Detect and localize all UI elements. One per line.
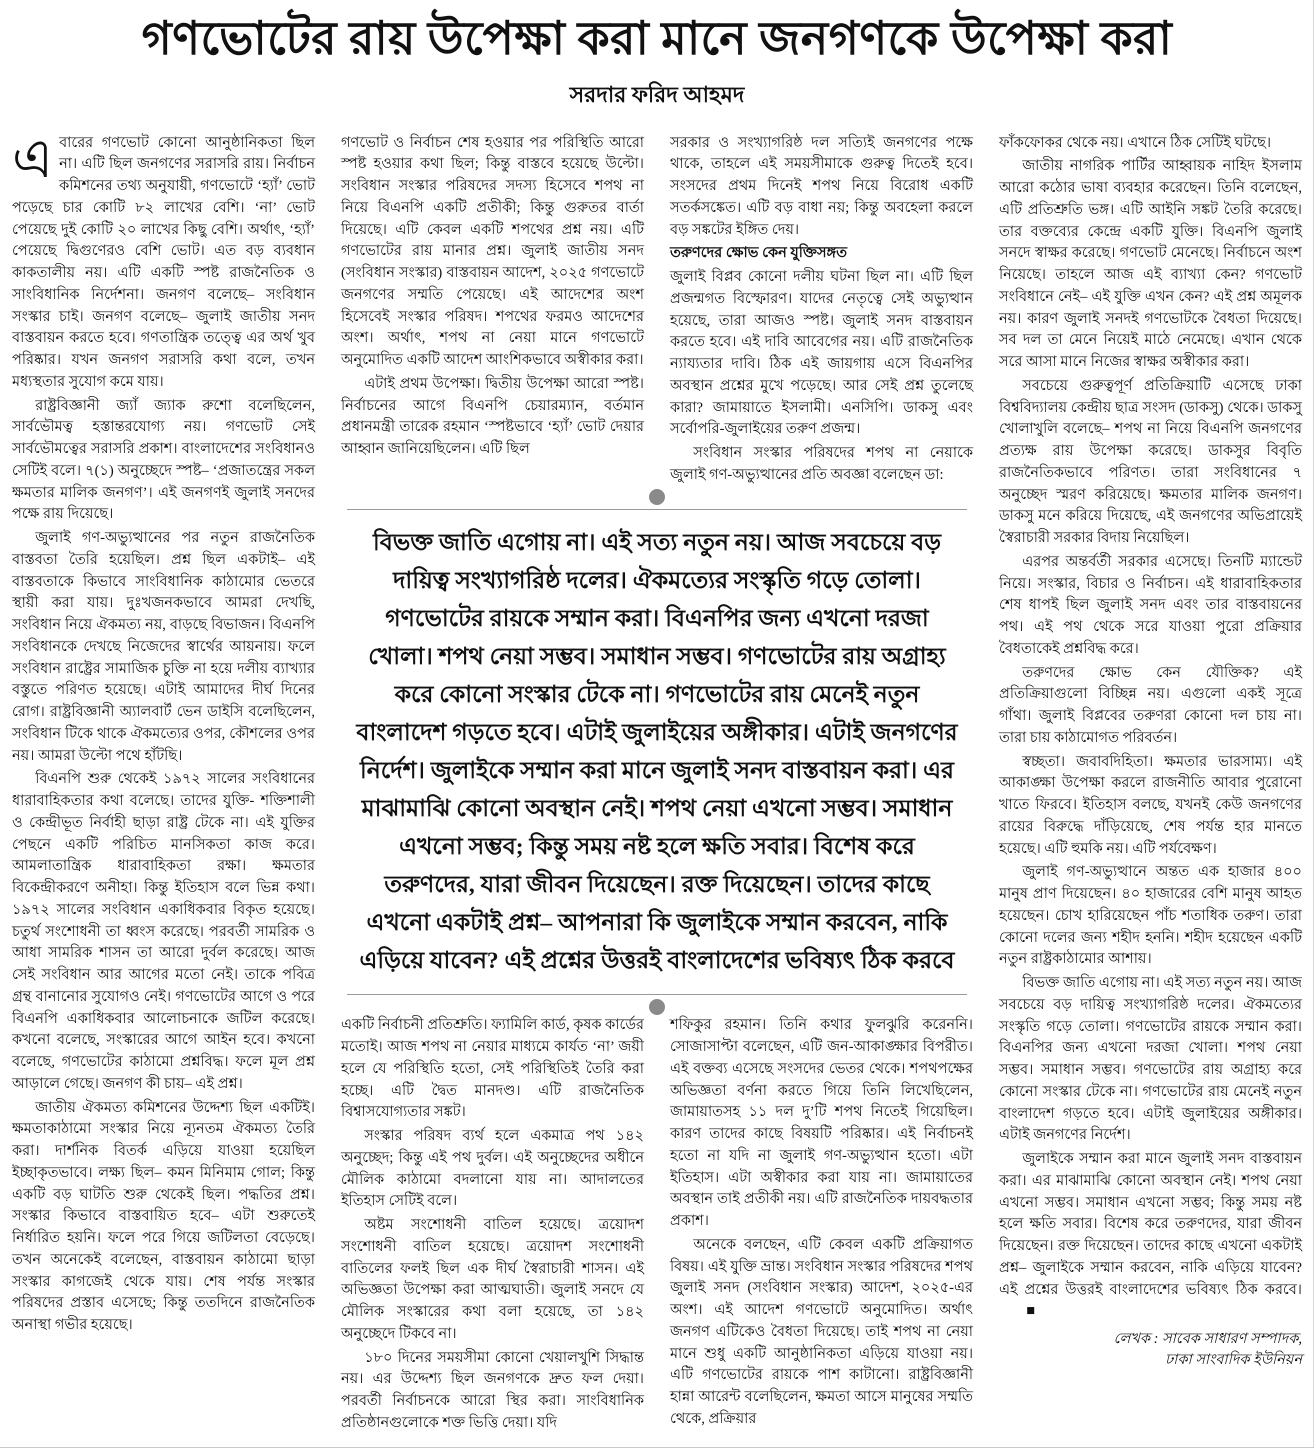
author-credit-line1: লেখক : সাবেক সাধারণ সম্পাদক,: [1113, 1331, 1302, 1347]
pull-quote-text: বিভক্ত জাতি এগোয় না। এই সত্য নতুন নয়। আজ সবচেয়ে বড় দায়িত্ব সংখ্যাগরিষ্ঠ দলের। ঐকমত্যের সংস্কৃতি গড়ে তোলা। গণভোটের রায়কে সম্মান করা। বিএনপির জন্য এখনো দরজা খোলা। শপথ নেয়া সম্ভব। সমাধান সম্ভব। গণভোটের রায় অগ্রাহ্য করে কোনো সংস্কার টেকে না। গণভোটের রায় মেনেই নতুন বাংলাদেশ গড়তে হবে। এটাই জুলাইয়ের অঙ্গীকার। এটাই জনগণের নির্দেশ। জুলাইকে সম্মান করা মানে জুলাই সনদ বাস্তবায়ন করা। এর মাঝামাঝি কোনো অবস্থান নেই। শপথ নেয়া এখনো সম্ভব। সমাধান এখনো সম্ভব; কিন্তু সময় নষ্ট হলে ক্ষতি সবার। বিশেষ করে তরুণদের, যারা জীবন দিয়েছেন। রক্ত দিয়েছেন। তাদের কাছে এখনো একটাই প্রশ্ন– আপনারা কি জুলাইকে সম্মান করবেন, নাকি এড়িয়ে যাবেন? এই প্রশ্নের উত্তরই বাংলাদেশের ভবিষ্যৎ ঠিক করবে: [356, 529, 958, 975]
paragraph: সংস্কার পরিষদ ব্যর্থ হলে একমাত্র পথ ১৪২ অনুচ্ছেদ; কিন্তু এই পথ দুর্বল। এই অনুচ্ছেদের অধীনে মৌলিক কাঠামো বদলানো যায় না। আদালতের ইতিহাস সেটিই বলে।: [341, 1128, 644, 1210]
article-headline: গণভোটের রায় উপেক্ষা করা মানে জনগণকে উপেক্ষা করা: [141, 13, 1173, 64]
paragraph: [12, 128, 315, 394]
author-credit: [999, 1329, 1302, 1371]
pull-quote-block: [341, 489, 973, 1016]
pull-quote-top-ornament: [347, 489, 967, 510]
paragraph: জুলাই গণ-অভ্যুত্থানের পর নতুন রাজনৈতিক বাস্তবতা তৈরি হয়েছিল। প্রশ্ন ছিল একটাই– এই বাস্তবতাকে কিভাবে সাংবিধানিক কাঠামোর ভেতরে স্থায়ী করা যায়। দুঃখজনকভাবে আমরা দেখছি, সংবিধান নিয়ে ঐকমত্য নয়, বাড়ছে বিভাজন। বিএনপি সংবিধানকে দেখছে নিজেদের স্বার্থের আয়নায়। ফলে সংবিধান রাষ্ট্রের সামাজিক চুক্তি না হয়ে দলীয় ব্যাখ্যার বস্তুতে পরিণত হয়েছে। এটাই আমাদের দীর্ঘ দিনের রোগ। রাষ্ট্রবিজ্ঞানী অ্যালবার্ট ভেন ডাইসি বলেছিলেন, সংবিধান টিকে থাকে ঐকমত্যের ওপর, কৌশলের ওপর নয়। আমরা উল্টো পথে হাঁটছি।: [12, 530, 315, 764]
paragraph: জাতীয় নাগরিক পার্টির আহ্বায়ক নাহিদ ইসলাম আরো কঠোর ভাষা ব্যবহার করেছেন। তিনি বলেছেন, এটি প্রতিশ্রুতি ভঙ্গ। এটি আইনি সঙ্কট তৈরি করেছে। তার বক্তব্যের কেন্দ্রে একটি যুক্তি। বিএনপি জুলাই সনদে স্বাক্ষর করেছে। গণভোট মেনেছে। নির্বাচনে অংশ নিয়েছে। তাহলে আজ এই ব্যাখ্যা কেন? গণভোট সংবিধানে নেই– এই যুক্তি এখন কেন? এই প্রশ্ন অমূলক নয়। কারণ জুলাই সনদই গণভোটকে বৈধতা দিয়েছে। সব দল তা মেনে নিয়েই মাঠে নেমেছে। এখান থেকে সরে আসা মানে নিজের স্বাক্ষর অস্বীকার করা।: [999, 158, 1302, 370]
author-credit-line2: ঢাকা সাংবাদিক ইউনিয়ন: [1164, 1352, 1302, 1369]
paragraph: গণভোট ও নির্বাচন শেষ হওয়ার পর পরিস্থিতি আরো স্পষ্ট হওয়ার কথা ছিল; কিন্তু বাস্তবে হয়েছে উল্টো। সংবিধান সংস্কার পরিষদের সদস্য হিসেবে শপথ না নিয়ে বিএনপি একটি প্রতীকী; কিন্তু গুরুতর বার্তা দিয়েছে। এটি কেবল একটি শপথের প্রশ্ন নয়। এটি গণভোটের রায় মানার প্রশ্ন। জুলাই জাতীয় সনদ (সংবিধান সংস্কার) বাস্তবায়ন আদেশ, ২০২৫ গণভোটে জনগণের সম্মতি পেয়েছে। এই আদেশের অংশ হিসেবেই সংস্কার পরিষদ। শপথের ফরমও আদেশের অংশ। অর্থাৎ, শপথ না নেয়া মানে গণভোটে অনুমোদিত একটি আদেশ আংশিকভাবে অস্বীকার করা।: [341, 134, 644, 368]
paragraph: ১৮০ দিনের সময়সীমা কোনো খেয়ালখুশি সিদ্ধান্ত নয়। এর উদ্দেশ্য ছিল জনগণকে দ্রুত ফল দেয়া। পরবর্তী নির্বাচনকে আরো স্থির করা। সাংবিধানিক প্রতিষ্ঠানগুলোকে শক্ত ভিত্তি দেয়া। যদি: [341, 1349, 644, 1431]
paragraph: জুলাই বিপ্লব কোনো দলীয় ঘটনা ছিল না। এটি ছিল প্রজন্মগত বিস্ফোরণ। যাদের নেতৃত্বে সেই অভ্যুত্থান হয়েছে, তারা আজও স্পষ্ট। জুলাই সনদ বাস্তবায়ন করতে হবে। এই দাবি আবেগের নয়। এটি রাজনৈতিক ন্যায্যতার দাবি। ঠিক এই জায়গায় এসে বিএনপির অবস্থান প্রশ্নের মুখে পড়েছে। আর সেই প্রশ্ন তুলেছে কারা? জামায়াতে ইসলামী। এনসিপি। ডাকসু এবং সর্বোপরি-জুলাইয়ের তরুণ প্রজন্ম।: [670, 269, 973, 438]
paragraph-text: বারের গণভোট কোনো আনুষ্ঠানিকতা ছিল না। এটি ছিল জনগণের সরাসরি রায়। নির্বাচন কমিশনের তথ্য অনুযায়ী, গণভোটে ‘হ্যাঁ’ ভোট পড়েছে চার কোটি ৮২ লাখের বেশি। ‘না’ ভোট পেয়েছে দুই কোটি ২০ লাখের কিছু বেশি। অর্থাৎ, ‘হ্যাঁ’ পেয়েছে দ্বিগুণেরও বেশি ভোট। এত বড় ব্যবধান কাকতালীয় নয়। এটি একটি স্পষ্ট রাজনৈতিক ও সাংবিধানিক নির্দেশনা। জনগণ বলেছে– সংবিধান সংস্কার চাই। জনগণ বলেছে– জুলাই জাতীয় সনদ বাস্তবায়ন করতে হবে। গণতান্ত্রিক তত্ত্বে এর অর্থ খুব পরিষ্কার। যখন জনগণ সরাসরি কথা বলে, তখন মধ্যস্থতার সুযোগ কমে যায়।: [12, 134, 315, 390]
drop-cap: এ: [12, 128, 54, 189]
circle-ornament-icon: [649, 999, 665, 1015]
paragraph: ফাঁকফোকর থেকে নয়। এখানে ঠিক সেটিই ঘটছে।: [999, 134, 1272, 151]
pull-quote-bottom-ornament: [347, 994, 967, 1015]
column-4: [999, 133, 1302, 1437]
paragraph: স্বচ্ছতা। জবাবদিহিতা। ক্ষমতার ভারসাম্য। এই আকাঙ্ক্ষা উপেক্ষা করলে রাজনীতি আবার পুরোনো খাতে ফিরবে। ইতিহাস বলছে, যখনই কেউ জনগণের রায়ের বিরুদ্ধে দাঁড়িয়েছে, শেষ পর্যন্ত হার মানতে হয়েছে। এটি হুমকি নয়। এটি পর্যবেক্ষণ।: [999, 753, 1302, 857]
paragraph: জাতীয় ঐকমত্য কমিশনের উদ্দেশ্য ছিল একটিই। ক্ষমতাকাঠামো সংস্কার নিয়ে ন্যূনতম ঐকমত্য তৈরি করা। দার্শনিক বিতর্ক এড়িয়ে যাওয়া হয়েছিল ইচ্ছাকৃতভাবে। লক্ষ্য ছিল– কমন মিনিমাম গোল; কিন্তু একটি বড় ঘাটতি শুরু থেকেই ছিল। পদ্ধতির প্রশ্ন। সংস্কার কিভাবে বাস্তবায়িত হবে– এটা শুরুতেই নির্ধারিত হয়নি। ফলে পরে গিয়ে জটিলতা বেড়েছে। তখন অনেকেই বলেছেন, বাস্তবায়ন কাঠামো ছাড়া সংস্কার কাগজেই থেকে যায়। শেষ পর্যন্ত সংস্কার পরিষদের প্রস্তাব এসেছে; কিন্তু ততদিনে রাজনৈতিক অনাস্থা গভীর হয়েছে।: [12, 1099, 315, 1333]
column-2-bottom: [341, 1015, 644, 1436]
paragraph: জুলাই গণ-অভ্যুত্থানে অন্তত এক হাজার ৪০০ মানুষ প্রাণ দিয়েছেন। ৪০ হাজারের বেশি মানুষ আহত হয়েছেন। চোখ হারিয়েছেন পাঁচ শতাধিক তরুণ। তারা কোনো দলের জন্য শহীদ হননি। শহীদ হয়েছেন একটি নতুন রাষ্ট্রকাঠামোর আশায়।: [999, 864, 1302, 968]
paragraph: অনেকে বলছেন, এটি কেবল একটি প্রক্রিয়াগত বিষয়। এই যুক্তি ভ্রান্ত। সংবিধান সংস্কার পরিষদের শপথ জুলাই সনদ (সংবিধান সংস্কার) আদেশ, ২০২৫-এর অংশ। এই আদেশ গণভোটে অনুমোদিত। অর্থাৎ জনগণ এটিকেও বৈধতা দিয়েছে। তাই শপথ না নেয়া মানে শুধু একটি আনুষ্ঠানিকতা এড়িয়ে যাওয়া নয়। এটি গণভোটের রায়কে পাশ কাটানো। রাষ্ট্রবিজ্ঞানী হান্না আরেন্ট বলেছিলেন, ক্ষমতা আসে মানুষের সম্মতি থেকে, প্রক্রিয়ার: [670, 1236, 973, 1427]
article-byline: সরদার ফরিদ আহমদ: [569, 81, 745, 107]
paragraph: এরপর অন্তর্বর্তী সরকার এসেছে। তিনটি ম্যান্ডেট নিয়ে। সংস্কার, বিচার ও নির্বাচন। এই ধারাবাহিকতার শেষ ধাপই ছিল জুলাই সনদ এবং তার বাস্তবায়নের পথ। এই পথ থেকে সরে যাওয়া পুরো প্রক্রিয়ার বৈধতাকেই প্রশ্নবিদ্ধ করে।: [999, 553, 1302, 657]
column-3-bottom: [670, 1015, 973, 1436]
paragraph: একটি নির্বাচনী প্রতিশ্রুতি। ফ্যামিলি কার্ড, কৃষক কার্ডের মতোই। আজ শপথ না নেয়ার মাধ্যমে কার্যত ‘না’ জয়ী হলে যে পরিস্থিতি হতো, সেই পরিস্থিতিই তৈরি করা হচ্ছে। এটি দ্বৈত মানদণ্ড। এটি রাজনৈতিক বিশ্বাসযোগ্যতার সঙ্কট।: [341, 1017, 644, 1121]
paragraph: রাষ্ট্রবিজ্ঞানী জ্যাঁ জ্যাক রুশো বলেছিলেন, সার্বভৌমত্ব হস্তান্তরযোগ্য নয়। গণভোট সেই সার্বভৌমত্বের সরাসরি প্রকাশ। বাংলাদেশের সংবিধানও সেটিই বলে। ৭(১) অনুচ্ছেদে স্পষ্ট– ‘প্রজাতন্ত্রের সকল ক্ষমতার মালিক জনগণ’। এই জনগণই জুলাই সনদের পক্ষে রায় দিয়েছে।: [12, 397, 315, 523]
paragraph: তরুণদের ক্ষোভ কেন যৌক্তিক? এই প্রতিক্রিয়াগুলো বিচ্ছিন্ন নয়। এগুলো একই সূত্রে গাঁথা। জুলাই বিপ্লবের তরুণরা কোনো দল চায় না। তারা চায় কাঠামোগত পরিবর্তন।: [999, 664, 1302, 746]
column-2-top: [341, 133, 644, 489]
paragraph: বিভক্ত জাতি এগোয় না। এই সত্য নতুন নয়। আজ সবচেয়ে বড় দায়িত্ব সংখ্যাগরিষ্ঠ দলের। ঐকমত্যের সংস্কৃতি গড়ে তোলা। গণভোটের রায়কে সম্মান করা। বিএনপির জন্য এখনো দরজা খোলা। শপথ নেয়া সম্ভব। সমাধান সম্ভব। গণভোটের রায় অগ্রাহ্য করে কোনো সংস্কার টেকে না। গণভোটের রায় মেনেই নতুন বাংলাদেশ গড়তে হবে। এটাই জুলাইয়ের অঙ্গীকার। এটাই জনগণের নির্দেশ।: [999, 975, 1302, 1144]
column-1: [12, 128, 315, 1437]
paragraph: সবচেয়ে গুরুত্বপূর্ণ প্রতিক্রিয়াটি এসেছে ঢাকা বিশ্ববিদ্যালয় কেন্দ্রীয় ছাত্র সংসদ (ডাকসু) থেকে। ডাকসু খোলাখুলি বলেছে– শপথ না নিয়ে বিএনপি জনগণের প্রত্যক্ষ রায় উপেক্ষা করেছে। ডাকসুর বিবৃতি রাজনৈতিকভাবে পরিণত। তারা সংবিধানের ৭ অনুচ্ছেদ স্মরণ করিয়েছে। ক্ষমতার মালিক জনগণ। ডাকসু মনে করিয়ে দিয়েছে, এই জনগণের অভিপ্রায়েই স্বৈরাচারী সরকার বিদায় নিয়েছিল।: [999, 377, 1302, 546]
horizontal-rule: [347, 509, 967, 510]
paragraph: অষ্টম সংশোধনী বাতিল হয়েছে। ত্রয়োদশ সংশোধনী বাতিল হয়েছে। ত্রয়োদশ সংশোধনী বাতিলের ফলই ছিল এক দীর্ঘ স্বৈরাচারী শাসন। এই অভিজ্ঞতা উপেক্ষা করা আত্মঘাতী। জুলাই সনদে যে মৌলিক সংস্কারের কথা বলা হয়েছে, তা ১৪২ অনুচ্ছেদে টিকবে না।: [341, 1217, 644, 1342]
column-3-top: [670, 133, 973, 489]
section-subhead: তরুণদের ক্ষোভ কেন যুক্তিসঙ্গত: [670, 245, 848, 262]
circle-ornament-icon: [649, 489, 665, 505]
article-body: [12, 128, 1302, 1437]
paragraph-text: জুলাইকে সম্মান করা মানে জুলাই সনদ বাস্তবায়ন করা। এর মাঝামাঝি কোনো অবস্থান নেই। শপথ নেয়া এখনো সম্ভব। সমাধান এখনো সম্ভব; কিন্তু সময় নষ্ট হলে ক্ষতি সবার। বিশেষ করে তরুণদের, যারা জীবন দিয়েছেন। রক্ত দিয়েছেন। তাদের কাছে এখনো একটাই প্রশ্ন– জুলাইকে সম্মান করবেন, নাকি এড়িয়ে যাবেন? এই প্রশ্নের উত্তরই বাংলাদেশের ভবিষ্যৎ ঠিক করবে।: [999, 1151, 1302, 1298]
end-of-article-mark: ■: [1026, 1303, 1035, 1320]
horizontal-rule: [347, 994, 967, 995]
paragraph: সরকার ও সংখ্যাগরিষ্ঠ দল সত্যিই জনগণের পক্ষে থাকে, তাহলে এই সময়সীমাকে গুরুত্ব দিতেই হবে। সংসদের প্রথম দিনেই শপথ নিয়ে বিরোধ একটি সতর্কসঙ্কেত। এটি বড় বাধা নয়; কিন্তু অবহেলা করলে বড় সঙ্কটের ইঙ্গিত দেয়।: [670, 134, 973, 238]
paragraph: এটাই প্রথম উপেক্ষা। দ্বিতীয় উপেক্ষা আরো স্পষ্ট। নির্বাচনের আগে বিএনপি চেয়ারম্যান, বর্তমান প্রধানমন্ত্রী তারেক রহমান ‘স্পষ্টভাবে ‘হ্যাঁ’ ভোট দেয়ার আহ্বান জানিয়েছিলেন। এটি ছিল: [341, 375, 644, 457]
paragraph: শফিকুর রহমান। তিনি কথার ফুলঝুরি করেননি। সোজাসাপ্টা বলেছেন, এটি জন-আকাঙ্ক্ষার বিপরীত। এই বক্তব্য এসেছে সংসদের ভেতর থেকে। শপথপক্ষের অভিজ্ঞতা বর্ণনা করতে গিয়ে তিনি লিখেছিলেন, জামায়াতসহ ১১ দল দু’টি শপথ নিতেই গিয়েছিল। কারণ তাদের কাছে বিষয়টি পরিষ্কার। এই নির্বাচনই হতো না যদি না জুলাই গণ-অভ্যুত্থান হতো। এটা ইতিহাস। এটা অস্বীকার করা যায় না। জামায়াতের অবস্থান তাই প্রতীকী নয়। এটি রাজনৈতিক দায়বদ্ধতার প্রকাশ।: [670, 1017, 973, 1229]
paragraph: [999, 1149, 1302, 1323]
paragraph: বিএনপি শুরু থেকেই ১৯৭২ সালের সংবিধানের ধারাবাহিকতার কথা বলেছে। তাদের যুক্তি- শক্তিশালী ও কেন্দ্রীভূত নির্বাহী ছাড়া রাষ্ট্র টেকে না। এই যুক্তির পেছনে একটি পরিচিত মানসিকতা কাজ করে। আমলাতান্ত্রিক ধারাবাহিকতা রক্ষা। ক্ষমতার বিকেন্দ্রীকরণে অনীহা। কিন্তু ইতিহাস বলে ভিন্ন কথা। ১৯৭২ সালের সংবিধান একাধিকবার বিকৃত হয়েছে। চতুর্থ সংশোধনী তা ধ্বংস করেছে। পরবর্তী সামরিক ও আধা সামরিক শাসন তা আরো দুর্বল করেছে। আজ সেই সংবিধান আর আগের মতো নেই। তাকে পবিত্র গ্রন্থ বানানোর সুযোগও নেই। গণভোটের আগে ও পরে বিএনপি একাধিকবার আলোচনাকে জটিল করেছে। কখনো বলেছে, সংস্কারের আগে আইন হবে। কখনো বলেছে, গণভোটের কাঠামো প্রশ্নবিদ্ধ। ফলে মূল প্রশ্ন আড়ালে গেছে। জনগণ কী চায়– এই প্রশ্ন।: [12, 771, 315, 1092]
paragraph: সংবিধান সংস্কার পরিষদের শপথ না নেয়াকে জুলাই গণ-অভ্যুত্থানের প্রতি অবজ্ঞা বলেছেন ডা:: [670, 445, 973, 483]
